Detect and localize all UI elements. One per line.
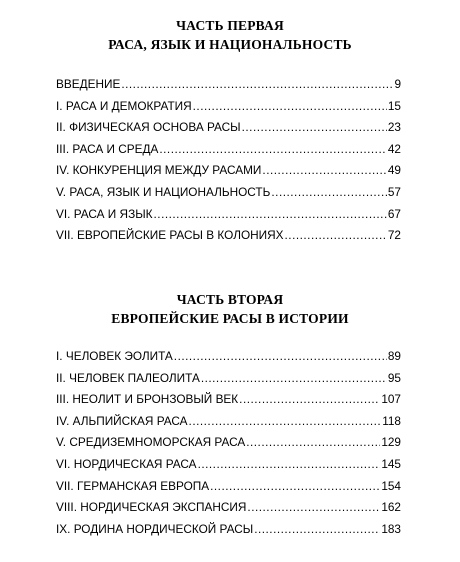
toc-entry-title: II. ЧЕЛОВЕК ПАЛЕОЛИТА	[56, 370, 200, 385]
part-two-contents	[56, 346, 401, 540]
toc-entry-page: 118	[382, 413, 401, 428]
toc-entry-page: 72	[387, 228, 401, 243]
toc-entry-title: III. РАСА И СРЕДА	[56, 141, 159, 156]
toc-entry-title: IV. АЛЬПИЙСКАЯ РАСА	[56, 413, 188, 428]
toc-entry-title: VII. ЕВРОПЕЙСКИЕ РАСЫ В КОЛОНИЯХ	[56, 228, 284, 243]
toc-entry-page: 49	[387, 163, 401, 178]
dot-leader	[159, 139, 387, 161]
toc-entry-title: I. ЧЕЛОВЕК ЭОЛИТА	[56, 349, 173, 363]
dot-leader	[242, 117, 387, 139]
toc-entry[interactable]	[56, 476, 401, 498]
toc-entry-title: VII. ГЕРМАНСКАЯ ЕВРОПА	[56, 478, 210, 493]
dot-leader	[193, 96, 387, 118]
dot-leader	[189, 411, 382, 433]
toc-entry-page: 129	[381, 435, 401, 450]
dot-leader	[271, 182, 386, 204]
part-two-subtitle: ЕВРОПЕЙСКИЕ РАСЫ В ИСТОРИИ	[111, 311, 349, 326]
dot-leader	[254, 519, 380, 541]
toc-entry-page: 42	[387, 141, 401, 156]
toc-entry-title: V. РАСА, ЯЗЫК И НАЦИОНАЛЬНОСТЬ	[56, 184, 271, 199]
dot-leader	[262, 160, 386, 182]
toc-entry-title: ВВЕДЕНИЕ	[56, 77, 121, 91]
toc-entry-page: 154	[381, 478, 401, 493]
toc-entry[interactable]	[56, 96, 401, 118]
toc-entry[interactable]	[56, 368, 401, 390]
dot-leader	[154, 204, 387, 226]
toc-entry[interactable]	[56, 139, 401, 161]
part-one-heading	[0, 16, 460, 54]
toc-entry-title: IV. КОНКУРЕНЦИЯ МЕЖДУ РАСАМИ	[56, 163, 262, 178]
dot-leader	[198, 454, 381, 476]
toc-entry[interactable]	[56, 74, 401, 96]
toc-entry-page: 57	[387, 184, 401, 199]
part-one-contents	[56, 74, 401, 247]
toc-entry-title: III. НЕОЛИТ И БРОНЗОВЫЙ ВЕК	[56, 392, 239, 407]
toc-entry-title: V. СРЕДИЗЕМНОМОРСКАЯ РАСА	[56, 435, 246, 450]
toc-entry-page: 95	[387, 370, 401, 385]
part-one-title: ЧАСТЬ ПЕРВАЯ	[176, 18, 284, 33]
toc-entry-page: 9	[394, 77, 401, 91]
toc-entry-title: VI. РАСА И ЯЗЫК	[56, 206, 153, 221]
toc-entry-page: 107	[381, 392, 401, 407]
toc-entry[interactable]	[56, 411, 401, 433]
toc-entry[interactable]	[56, 389, 401, 411]
dot-leader	[246, 432, 380, 454]
toc-entry[interactable]	[56, 519, 401, 541]
dot-leader	[247, 497, 380, 519]
toc-entry-title: I. РАСА И ДЕМОКРАТИЯ	[56, 98, 192, 113]
dot-leader	[239, 389, 380, 411]
dot-leader	[121, 74, 393, 96]
toc-entry[interactable]	[56, 432, 401, 454]
toc-entry[interactable]	[56, 204, 401, 226]
toc-entry[interactable]	[56, 117, 401, 139]
toc-entry-page: 89	[387, 349, 401, 363]
toc-entry-page: 23	[387, 120, 401, 135]
toc-entry[interactable]	[56, 497, 401, 519]
dot-leader	[174, 346, 387, 368]
toc-entry-page: 162	[381, 500, 401, 515]
toc-entry[interactable]	[56, 160, 401, 182]
toc-entry-page: 183	[381, 521, 401, 536]
toc-entry-title: VI. НОРДИЧЕСКАЯ РАСА	[56, 456, 197, 471]
dot-leader	[210, 476, 380, 498]
toc-entry-title: VIII. НОРДИЧЕСКАЯ ЭКСПАНСИЯ	[56, 500, 247, 515]
toc-entry[interactable]	[56, 182, 401, 204]
part-one-subtitle: РАСА, ЯЗЫК И НАЦИОНАЛЬНОСТЬ	[108, 37, 352, 52]
toc-entry[interactable]	[56, 346, 401, 368]
dot-leader	[285, 225, 387, 247]
toc-entry-page: 15	[387, 98, 401, 113]
toc-entry-page: 145	[381, 456, 401, 471]
dot-leader	[201, 368, 387, 390]
toc-entry[interactable]	[56, 225, 401, 247]
toc-entry-title: IX. РОДИНА НОРДИЧЕСКОЙ РАСЫ	[56, 521, 254, 536]
toc-entry-title: II. ФИЗИЧЕСКАЯ ОСНОВА РАСЫ	[56, 120, 241, 135]
part-two-title: ЧАСТЬ ВТОРАЯ	[176, 292, 284, 307]
part-two-heading	[0, 290, 460, 328]
toc-entry[interactable]	[56, 454, 401, 476]
toc-entry-page: 67	[387, 206, 401, 221]
